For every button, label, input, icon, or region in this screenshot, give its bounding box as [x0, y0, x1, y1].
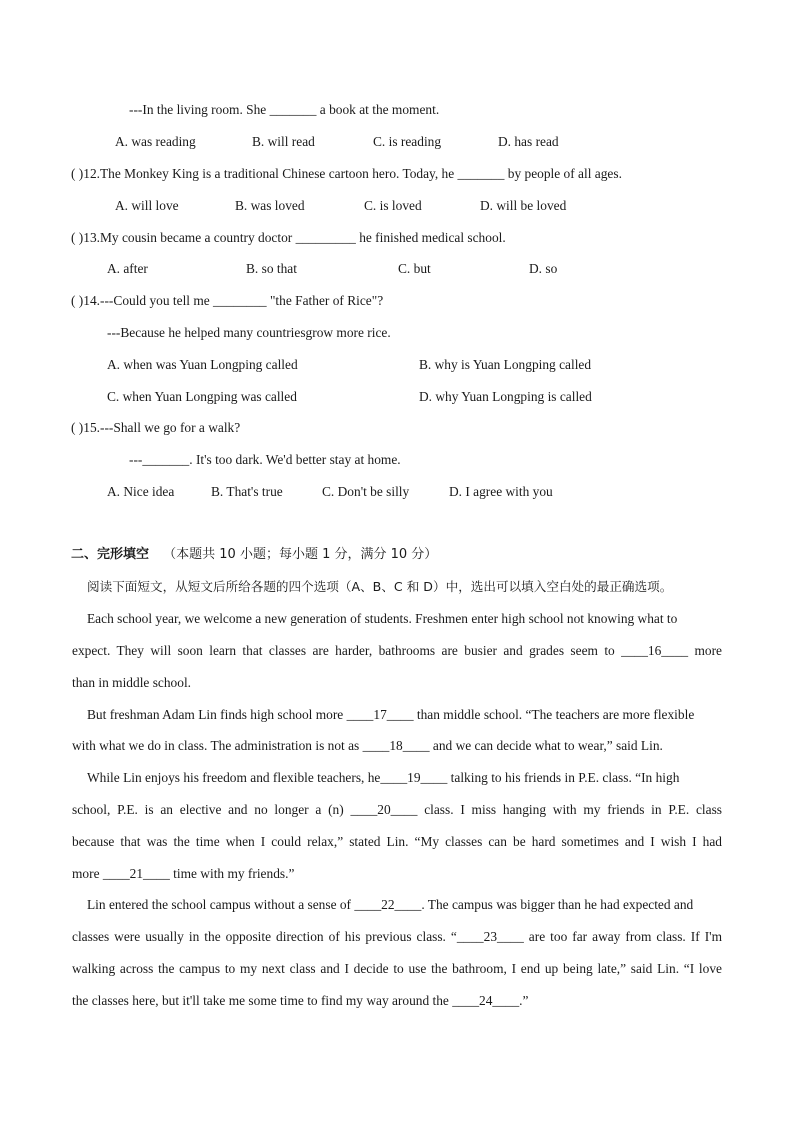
passage-line-3: than in middle school. [72, 675, 192, 690]
passage-line-4: But freshman Adam Lin finds high school more ____17____ than middle school. “The teachers are more flexible [87, 707, 695, 722]
q11-answer-line: ---In the living room. She _______ a book at the moment. [129, 102, 440, 117]
q14-option-c: C. when Yuan Longping was called [107, 389, 297, 404]
section-instruction: 阅读下面短文，从短文后所给各题的四个选项（A、B、C 和 D）中，选出可以填入空白处的最正确选项。 [87, 579, 673, 594]
q15-option-b: B. That's true [211, 484, 283, 499]
section-heading [71, 546, 437, 564]
passage-line-11: classes were usually in the opposite direction of his previous class. “____23____ are too far away from class. If I'm [72, 929, 722, 944]
q15-option-a: A. Nice idea [107, 484, 175, 499]
q15-option-d: D. I agree with you [449, 484, 553, 499]
q14-answer-line: ---Because he helped many countriesgrow more rice. [107, 325, 391, 340]
q14-stem: ( )14.---Could you tell me ________ "the Father of Rice"? [71, 293, 384, 308]
q12-stem: ( )12.The Monkey King is a traditional Chinese cartoon hero. Today, he _______ by people of all ages. [71, 166, 622, 181]
q11-option-d: D. has read [498, 134, 559, 149]
q11-option-a: A. was reading [115, 134, 196, 149]
passage-line-6: While Lin enjoys his freedom and flexible teachers, he____19____ talking to his friends in P.E. class. “In high [87, 770, 680, 785]
passage-line-1: Each school year, we welcome a new generation of students. Freshmen enter high school not knowing what to [87, 611, 678, 626]
passage-line-10: Lin entered the school campus without a sense of ____22____. The campus was bigger than he had expected and [87, 897, 694, 912]
q14-option-d: D. why Yuan Longping is called [419, 389, 592, 404]
q13-option-b: B. so that [246, 261, 297, 276]
q12-option-d: D. will be loved [480, 198, 567, 213]
passage-line-13: the classes here, but it'll take me some time to find my way around the ____24____.” [72, 993, 529, 1008]
passage-line-8: because that was the time when I could relax,” stated Lin. “My classes can be hard sometimes and I wish I had [72, 834, 722, 849]
q13-stem: ( )13.My cousin became a country doctor _________ he finished medical school. [71, 230, 506, 245]
passage-line-7: school, P.E. is an elective and no longer a (n) ____20____ class. I miss hanging with my friends in P.E. class [72, 802, 722, 817]
section-scoring-note: （本题共 10 小题；每小题 1 分，满分 10 分） [163, 547, 438, 562]
q13-option-d: D. so [529, 261, 558, 276]
q15-stem: ( )15.---Shall we go for a walk? [71, 420, 241, 435]
q13-option-c: C. but [398, 261, 431, 276]
q12-option-c: C. is loved [364, 198, 422, 213]
q11-option-c: C. is reading [373, 134, 442, 149]
passage-line-2: expect. They will soon learn that classes are harder, bathrooms are busier and grades seem to ____16____ more [72, 643, 722, 658]
q15-answer-line: ---_______. It's too dark. We'd better stay at home. [129, 452, 401, 467]
section-title: 二、完形填空 [71, 547, 150, 562]
passage-line-12: walking across the campus to my next class and I decide to use the bathroom, I end up being late,” said Lin. “I love [72, 961, 722, 976]
q14-option-b: B. why is Yuan Longping called [419, 357, 592, 372]
q11-option-b: B. will read [252, 134, 315, 149]
passage-line-9: more ____21____ time with my friends.” [72, 866, 295, 881]
q14-option-a: A. when was Yuan Longping called [107, 357, 298, 372]
q13-option-a: A. after [107, 261, 148, 276]
q15-option-c: C. Don't be silly [322, 484, 410, 499]
passage-line-5: with what we do in class. The administration is not as ____18____ and we can decide what to wear,” said Lin. [72, 738, 663, 753]
q12-option-b: B. was loved [235, 198, 305, 213]
q12-option-a: A. will love [115, 198, 179, 213]
